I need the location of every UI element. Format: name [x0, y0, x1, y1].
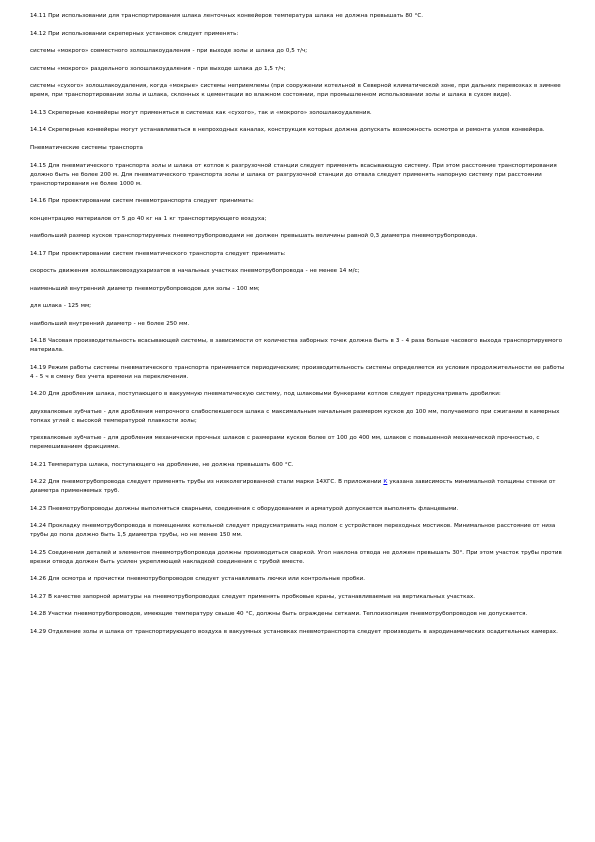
paragraph-p14-20-b: трехвалковые зубчатые - для дробления механически прочных шлаков с размерами кусков более от 100 до 400 мм, шлаков с повышенной механической прочностью, с перемешиванием фракциями. [30, 435, 540, 450]
paragraph-p14-16-a: концентрацию материалов от 5 до 40 кг на 1 кг транспортирующего воздуха; [30, 215, 267, 222]
paragraph-p14-12: 14.12 При использовании скреперных установок следует применять: [30, 30, 239, 37]
paragraph-p14-11: 14.11 При использовании для транспортирования шлака ленточных конвейеров температура шлака не должна превышать 80 °С. [30, 13, 424, 19]
paragraph-p14-12-a: системы «мокрого» совместного золошлакоудаления - при выходе золы и шлака до 0,5 т/ч; [30, 48, 308, 54]
paragraph-p14-22: 14.22 Для пневмотрубопровода следует применять трубы из низколегированной стали марки 14ХГС. В приложении К указана зависимость минимальной толщины стенки от диаметра применяемых труб. [30, 479, 556, 494]
paragraph-p14-20: 14.20 Для дробления шлака, поступающего в вакуумную пневматическую систему, под шлаковыми бункерами котлов следует предусматривать дробилки: [30, 391, 501, 397]
paragraph-p14-17-b: наименьший внутренний диаметр пневмотрубопроводов для золы - 100 мм; [30, 285, 260, 292]
document-body [30, 12, 569, 637]
appendix-link[interactable]: К [383, 479, 388, 485]
paragraph-p14-18: 14.18 Часовая производительность всасывающей системы, в зависимости от количества заборных точек должна быть в 3 - 4 раза больше часового выхода транспортируемого материала. [30, 338, 563, 353]
paragraph-p14-13: 14.13 Скреперные конвейеры могут применяться в системах как «сухого», так и «мокрого» золошлакоудаления. [30, 109, 372, 116]
paragraph-p14-15: 14.15 Для пневматического транспорта золы и шлака от котлов к разгрузочной станции следует применять всасывающую систему. При этом расстояние транспортирования должно быть не более 200 м. Для пневматического транспорта золы и шлака от разгрузочной станции до отвала следует применять напорную систему при расстоянии транспортирования не более 1000 м. [30, 162, 557, 187]
paragraph-p14-12-b: системы «мокрого» раздельного золошлакоудаления - при выходе шлака до 1,5 т/ч; [30, 65, 286, 72]
paragraph-p14-29: 14.29 Отделение золы и шлака от транспортирующего воздуха в вакуумных установках пневмотранспорта следует производить в аэродинамических осадительных камерах. [30, 628, 558, 635]
paragraph-p14-14: 14.14 Скреперные конвейеры могут устанавливаться в непроходных каналах, конструкция которых должна допускать возможность осмотра и ремонта узлов конвейера. [30, 127, 545, 133]
paragraph-p14-20-a: двухвалковые зубчатые - для дробления непрочного слабоспекшегося шлака с максимальным начальным размером кусков до 100 мм, получаемого при сжигании в камерных топках углей с высокой температурой плавкости золы; [30, 408, 560, 424]
paragraph-p14-12-c: системы «сухого» золошлакоудаления, когда «мокрые» системы неприемлемы (при сооружении котельной в Северной климатической зоне, при дальних перевозках в зимнее время, при транспортировании золы и шлака, склонных к цементации во влажном состоянии, при промышленном использовании золы и шлака в сухом виде). [30, 83, 561, 98]
paragraph-p14-25: 14.25 Соединения деталей и элементов пневмотрубопровода должны производиться сваркой. Угол наклона отвода не должен превышать 30°. При этом участок трубы против врезки отвода должен быть усилен укрепляющей накладкой соединения с трубой вместе. [30, 549, 562, 565]
paragraph-p14-17-c: для шлака - 125 мм; [30, 303, 92, 309]
paragraph-p14-21: 14.21 Температура шлака, поступающего на дробление, не должна превышать 600 °С. [30, 461, 294, 468]
paragraph-p14-19: 14.19 Режим работы системы пневматического транспорта принимается периодическим; производительность системы определяется из условия продолжительности ее работы 4 - 5 ч в смену без учета времени на переключения. [30, 364, 565, 380]
paragraph-p14-28: 14.28 Участки пневмотрубопроводов, имеющие температуру свыше 40 °С, должны быть ограждены сетками. Теплоизоляция пневмотрубопроводов не допускается. [30, 611, 528, 617]
section-heading: Пневматические системы транспорта [30, 144, 143, 151]
paragraph-p14-16-b: наибольший размер кусков транспортируемых пневмотрубопроводами не должен превышать величины равной 0,3 диаметра пневмотрубопровода. [30, 233, 478, 239]
paragraph-p14-17: 14.17 При проектировании систем пневматического транспорта следует принимать: [30, 250, 286, 257]
paragraph-p14-24: 14.24 Прокладку пневмотрубопровода в помещениях котельной следует предусматривать над полом с устройством переходных мостиков. Минимальное расстояние от низа трубы до пола должно быть 1,5 диаметра трубы, но не менее 150 мм. [30, 523, 556, 538]
paragraph-p14-23: 14.23 Пневмотрубопроводы должны выполняться сварными, соединения с оборудованием и арматурой допускается выполнять фланцевыми. [30, 505, 459, 512]
paragraph-p14-26: 14.26 Для осмотра и прочистки пневмотрубопроводов следует устанавливать лючки или контрольные пробки. [30, 576, 366, 582]
paragraph-p14-17-a: скорость движения золошлаковоздухаризатов в начальных участках пневмотрубопровода - не менее 14 м/с; [30, 268, 360, 274]
paragraph-p14-16: 14.16 При проектировании систем пневмотранспорта следует принимать: [30, 198, 254, 204]
paragraph-p14-17-d: наибольший внутренний диаметр - не более 250 мм. [30, 320, 190, 327]
paragraph-p14-27: 14.27 В качестве запорной арматуры на пневмотрубопроводах следует применять пробковые краны, устанавливаемые на вертикальных участках. [30, 593, 476, 600]
